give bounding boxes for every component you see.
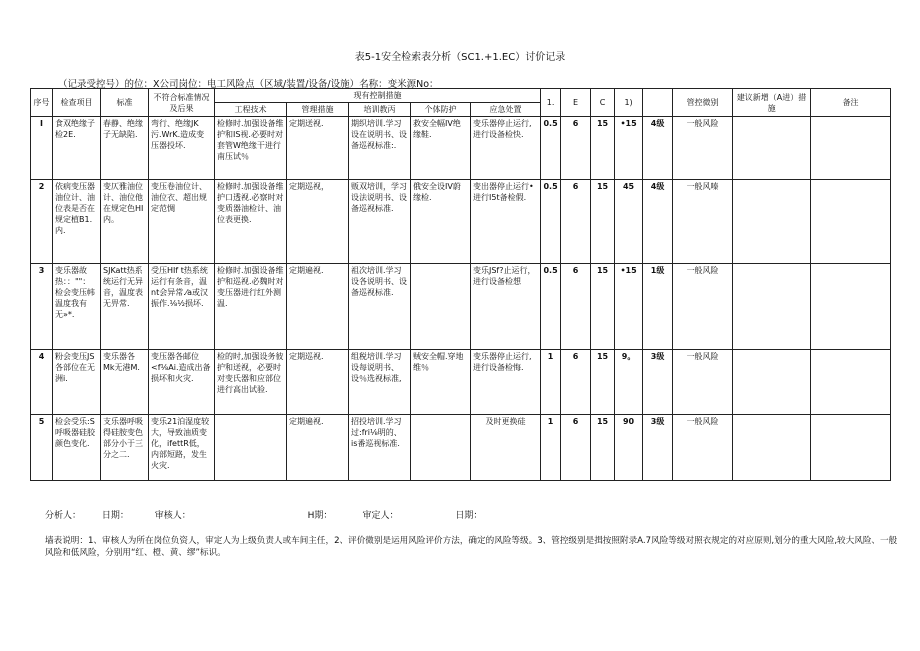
cell-emergency: 变乐器停止运行,进行设备检快.: [471, 117, 541, 180]
cell-management: 定期送视.: [287, 117, 349, 180]
cell-training: 组税培训.学习设每说明书、设％选视标准,: [349, 350, 411, 415]
cell-emergency: 变出器停止运行•进行I5t备检假.: [471, 180, 541, 264]
cell-ppe: [411, 264, 471, 350]
cell-grade: 4级: [643, 180, 673, 264]
header-training: 培训教丙: [349, 103, 411, 117]
cell-standard: 变乐器各Mk无港M.: [101, 350, 149, 415]
cell-c: 15: [591, 415, 615, 481]
cell-c: 15: [591, 117, 615, 180]
table-row: [31, 350, 891, 415]
cell-remark: [811, 264, 891, 350]
cell-grade: 4级: [643, 117, 673, 180]
header-suggestion: 建议新增（A进）措施: [733, 89, 811, 117]
cell-seq: 2: [31, 180, 53, 264]
cell-emergency: 变乐器停止运行,进行设备检悔.: [471, 350, 541, 415]
cell-item: 变乐器故热：：""：检会变压帏温度我有无»*.: [53, 264, 101, 350]
header-d: 1): [615, 89, 643, 117]
header-management: 管理措施: [287, 103, 349, 117]
cell-suggestion: [733, 350, 811, 415]
signature-line: [45, 508, 515, 521]
cell-remark: [811, 415, 891, 481]
header-standard: 标准: [101, 89, 149, 117]
cell-ppe: [411, 415, 471, 481]
cell-c: 15: [591, 350, 615, 415]
cell-e: 6: [561, 117, 591, 180]
cell-seq: I: [31, 117, 53, 180]
date-label-3: 日期：: [455, 511, 483, 521]
cell-c: 15: [591, 180, 615, 264]
cell-engineering: 检的时,加强设务彼护和送视，必要时对变氏器和应部位进行高出试验.: [215, 350, 287, 415]
cell-d: •15: [615, 117, 643, 180]
cell-remark: [811, 350, 891, 415]
cell-training: 祖次培训.学习设各说明书、设备巡视标准.: [349, 264, 411, 350]
cell-ppe: 贼安全帽.穿地维％: [411, 350, 471, 415]
cell-item: 食双绝缘子检2E.: [53, 117, 101, 180]
header-ppe: 个体防护: [411, 103, 471, 117]
cell-management: 定期巡视，: [287, 180, 349, 264]
cell-level: 一般风险: [673, 350, 733, 415]
cell-e: 6: [561, 264, 591, 350]
cell-item: 依病变压器油位计、油位表是否在规定植B1.内.: [53, 180, 101, 264]
header-l: 1.: [541, 89, 561, 117]
cell-engineering: 检修时.加强设备维护和IS视.必要时对套管W绝缘干进行南压试％: [215, 117, 287, 180]
date-label-2: H期：: [307, 511, 333, 521]
cell-emergency: 变乐JSf?止运行，进行设备检想: [471, 264, 541, 350]
cell-seq: 3: [31, 264, 53, 350]
cell-seq: 5: [31, 415, 53, 481]
approver-label: 审定人：: [362, 511, 399, 521]
cell-standard: 变仄雅油位计、油位他在规定色HI内。: [101, 180, 149, 264]
cell-l: 1: [541, 350, 561, 415]
cell-e: 6: [561, 415, 591, 481]
cell-nonconform: 变乐21泊湿度较大，导致油质变化，ifettR低，内部短路，发生火灾.: [149, 415, 215, 481]
header-blank: [643, 89, 673, 117]
table-notes: 墙表说明：1、审核人为所在岗位负资人，审定人为上级负责人或车间主任，2、评价微别是运用风险评价方法，确定的风险等级。3、管控级别是揖按照附录A.7风险等级对照衣规定的对应原则,划分的重大风险,较大风险、一般风险和低风险，分别用“红、橙、黄、缪”标识。: [45, 536, 898, 558]
table-row: [31, 117, 891, 180]
table-row: [31, 180, 891, 264]
cell-level: 一般风险: [673, 117, 733, 180]
cell-engineering: [215, 415, 287, 481]
cell-standard: 春静、绝缘子无缺陷.: [101, 117, 149, 180]
cell-d: 45: [615, 180, 643, 264]
header-c: C: [591, 89, 615, 117]
cell-training: 期织培训.学习设在说明书、设备巡视标准:.: [349, 117, 411, 180]
table-row: [31, 415, 891, 481]
cell-e: 6: [561, 350, 591, 415]
cell-nonconform: 受压HIf t热系统运行有条音，温nt会异常.⁄a或汉振作.⅛½损坏.: [149, 264, 215, 350]
analyst-label: 分析人：: [45, 511, 82, 521]
cell-grade: 1级: [643, 264, 673, 350]
document-title: 表5-1安全检索表分析（SC1.+1.EC）讨价记录: [354, 52, 566, 63]
cell-standard: 支乐器呼吸得硅胺变色部分小于三分之二.: [101, 415, 149, 481]
header-nonconform: 不符合标准情况及后果: [149, 89, 215, 117]
cell-level: 一般风险: [673, 415, 733, 481]
cell-remark: [811, 180, 891, 264]
cell-management: 定期巡视.: [287, 350, 349, 415]
cell-nonconform: 变压卷油位计、油位衣、超出规定范惆: [149, 180, 215, 264]
cell-management: 定期遍视.: [287, 415, 349, 481]
header-level: 管控微别: [673, 89, 733, 117]
date-label-1: 日期：: [101, 511, 129, 521]
cell-nonconform: 弯行、绝缘JK污.WrK.造成变压器投坏.: [149, 117, 215, 180]
table-row: [31, 264, 891, 350]
header-engineering: 工程技术: [215, 103, 287, 117]
cell-level: 一般风嗪: [673, 180, 733, 264]
cell-item: 粉会变压JS各部位在无洲i.: [53, 350, 101, 415]
document-subtitle: （记录受控号）的位：X公司岗位：电工风险点（区域/装置/设备/设施）名称：变米源No：: [58, 79, 439, 90]
cell-suggestion: [733, 117, 811, 180]
cell-e: 6: [561, 180, 591, 264]
cell-engineering: 检修时.加强设备维护和巡视.必魏时对变压器进行红外测温.: [215, 264, 287, 350]
header-remark: 备注: [811, 89, 891, 117]
header-seq: 序号: [31, 89, 53, 117]
cell-nonconform: 变压器各邮位<f⅛Ai.造成出备损坏和火灾.: [149, 350, 215, 415]
cell-grade: 3级: [643, 415, 673, 481]
cell-grade: 3级: [643, 350, 673, 415]
cell-c: 15: [591, 264, 615, 350]
cell-suggestion: [733, 415, 811, 481]
cell-d: •15: [615, 264, 643, 350]
cell-engineering: 检修时.加强设备维护口透视.必察时对变质器油检计、油位表更换.: [215, 180, 287, 264]
cell-l: 0.5: [541, 264, 561, 350]
header-current-controls: 现有控制措施: [215, 89, 541, 103]
cell-training: 贩双培训，学习设法说明书、设备巡视标准.: [349, 180, 411, 264]
cell-level: 一般风险: [673, 264, 733, 350]
cell-d: 90: [615, 415, 643, 481]
cell-suggestion: [733, 264, 811, 350]
cell-item: 检会受乐:S呼吸器硅胶颜色变化.: [53, 415, 101, 481]
cell-seq: 4: [31, 350, 53, 415]
header-item: 检查项目: [53, 89, 101, 117]
cell-suggestion: [733, 180, 811, 264]
risk-analysis-table: [30, 88, 891, 481]
cell-l: 1: [541, 415, 561, 481]
cell-ppe: 俄安全设IⅤ蔚缘检.: [411, 180, 471, 264]
header-e: E: [561, 89, 591, 117]
cell-training: 招投培训.学习过:fri⅛明的、is番巡视标准.: [349, 415, 411, 481]
cell-standard: SJKatt热系统运行无异音，温度表无畀常.: [101, 264, 149, 350]
cell-ppe: 救安全幅IⅤ绝缘鞋.: [411, 117, 471, 180]
cell-remark: [811, 117, 891, 180]
cell-management: 定期遍视.: [287, 264, 349, 350]
cell-l: 0.5: [541, 180, 561, 264]
cell-l: 0.5: [541, 117, 561, 180]
reviewer-label: 审核人：: [154, 511, 191, 521]
header-emergency: 应急处置: [471, 103, 541, 117]
cell-d: 9。: [615, 350, 643, 415]
cell-emergency: 及时更换硅: [471, 415, 541, 481]
